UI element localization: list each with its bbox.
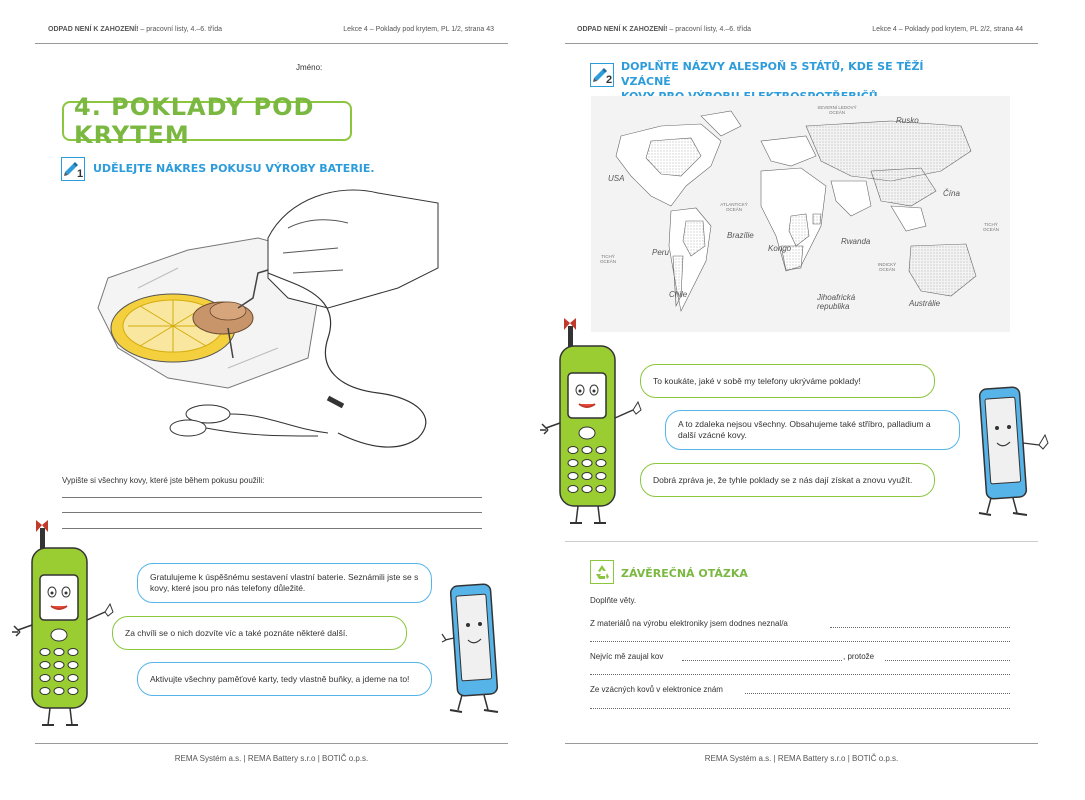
left-header-series <box>48 26 222 33</box>
task1-number: 1 <box>77 168 84 180</box>
right-header-lesson: Lekce 4 – Poklady pod krytem, PL 2/2, strana 44 <box>872 26 1023 33</box>
section-divider <box>565 541 1038 542</box>
final-question-badge <box>590 560 614 584</box>
left-header-lesson: Lekce 4 – Poklady pod krytem, PL 1/2, strana 43 <box>343 26 494 33</box>
task2-title-line-1: DOPLŇTE NÁZVY ALESPOŇ 5 STÁTŮ, KDE SE TĚŽÍ VZÁCNÉ <box>621 60 924 88</box>
blue-phone-character <box>440 580 510 720</box>
answer-dotted-line[interactable] <box>830 627 1010 628</box>
answer-dotted-line[interactable] <box>885 660 1010 661</box>
map-label-brazil: Brazílie <box>727 231 754 240</box>
world-map-outline <box>591 96 1010 332</box>
speech-bubble: Dobrá zpráva je, že tyhle poklady se z nás dají získat a znovu využít. <box>640 463 935 497</box>
map-label-china: Čína <box>943 189 960 198</box>
answer-dotted-line[interactable] <box>590 641 1010 642</box>
answer-line[interactable] <box>62 512 482 513</box>
green-phone-character <box>538 318 653 533</box>
map-label-rwanda: Rwanda <box>841 237 871 246</box>
right-header-series <box>577 26 751 33</box>
ocean-label-pacific-left: TICHÝ OCEÁN <box>599 254 616 264</box>
right-footer-rule <box>565 743 1038 744</box>
ocean-label-pacific-right: TICHÝ OCEÁN <box>982 222 999 232</box>
sentence-2b: , protože <box>843 652 875 661</box>
page-title: 4. POKLADY POD KRYTEM <box>62 101 352 141</box>
ocean-label-atlantic: ATLANTICKÝ OCEÁN <box>720 202 748 212</box>
speech-bubble: Aktivujte všechny paměťové karty, tedy vlastně buňky, a jdeme na to! <box>137 662 432 696</box>
blue-phone-character <box>965 383 1055 523</box>
sentence-1: Z materiálů na výrobu elektroniky jsem dodnes neznal/a <box>590 619 788 628</box>
sentence-2a: Nejvíc mě zaujal kov <box>590 652 664 661</box>
answer-dotted-line[interactable] <box>745 693 1010 694</box>
final-prompt: Doplňte věty. <box>590 596 637 605</box>
task1-title: UDĚLEJTE NÁKRES POKUSU VÝROBY BATERIE. <box>93 162 375 175</box>
map-label-congo: Kongo <box>768 244 792 253</box>
task2-badge <box>590 63 614 87</box>
map-label-usa: USA <box>608 174 625 183</box>
write-prompt: Vypište si všechny kovy, které jste během pokusu použili: <box>62 476 265 485</box>
series-title: ODPAD NENÍ K ZAHOZENÍ! <box>577 26 668 33</box>
ocean-label-indian: INDICKÝ OCEÁN <box>877 262 897 272</box>
green-phone-character <box>10 520 125 735</box>
ocean-label-arctic: SEVERNÍ LEDOVÝ OCEÁN <box>817 105 857 115</box>
sentence-3: Ze vzácných kovů v elektronice znám <box>590 685 723 694</box>
left-footer-rule <box>35 743 508 744</box>
right-footer: REMA Systém a.s. | REMA Battery s.r.o | BOTIČ o.p.s. <box>704 754 899 763</box>
final-question-title: ZÁVĚREČNÁ OTÁZKA <box>621 567 748 580</box>
map-label-chile: Chile <box>669 290 688 299</box>
map-label-russia: Rusko <box>896 116 919 125</box>
speech-bubble: Gratulujeme k úspěšnému sestavení vlastní baterie. Seznámili jste se s kovy, které jsou pro nás telefony důležité. <box>137 563 432 603</box>
series-subtitle: – pracovní listy, 4.–6. třída <box>667 26 752 33</box>
speech-bubble: To koukáte, jaké v sobě my telefony ukrýváme poklady! <box>640 364 935 398</box>
answer-line[interactable] <box>62 528 482 529</box>
series-title: ODPAD NENÍ K ZAHOZENÍ! <box>48 26 139 33</box>
answer-line[interactable] <box>62 497 482 498</box>
map-label-australia: Austrálie <box>909 299 941 308</box>
answer-dotted-line[interactable] <box>682 660 842 661</box>
speech-bubble: A to zdaleka nejsou všechny. Obsahujeme také stříbro, palladium a další vzácné kovy. <box>665 410 960 450</box>
map-label-south-africa: Jihoafrická republika <box>817 293 856 311</box>
battery-experiment-illustration <box>78 178 458 458</box>
left-header-rule <box>35 43 508 44</box>
recycle-icon <box>591 561 613 583</box>
map-label-peru: Peru <box>652 248 669 257</box>
answer-dotted-line[interactable] <box>590 674 1010 675</box>
series-subtitle: – pracovní listy, 4.–6. třída <box>138 26 223 33</box>
left-footer: REMA Systém a.s. | REMA Battery s.r.o | BOTIČ o.p.s. <box>174 754 369 763</box>
speech-bubble: Za chvíli se o nich dozvíte víc a také poznáte některé další. <box>112 616 407 650</box>
name-label: Jméno: <box>296 63 323 72</box>
right-header-rule <box>565 43 1038 44</box>
task2-number: 2 <box>606 74 613 86</box>
answer-dotted-line[interactable] <box>590 708 1010 709</box>
world-map <box>591 96 1010 332</box>
